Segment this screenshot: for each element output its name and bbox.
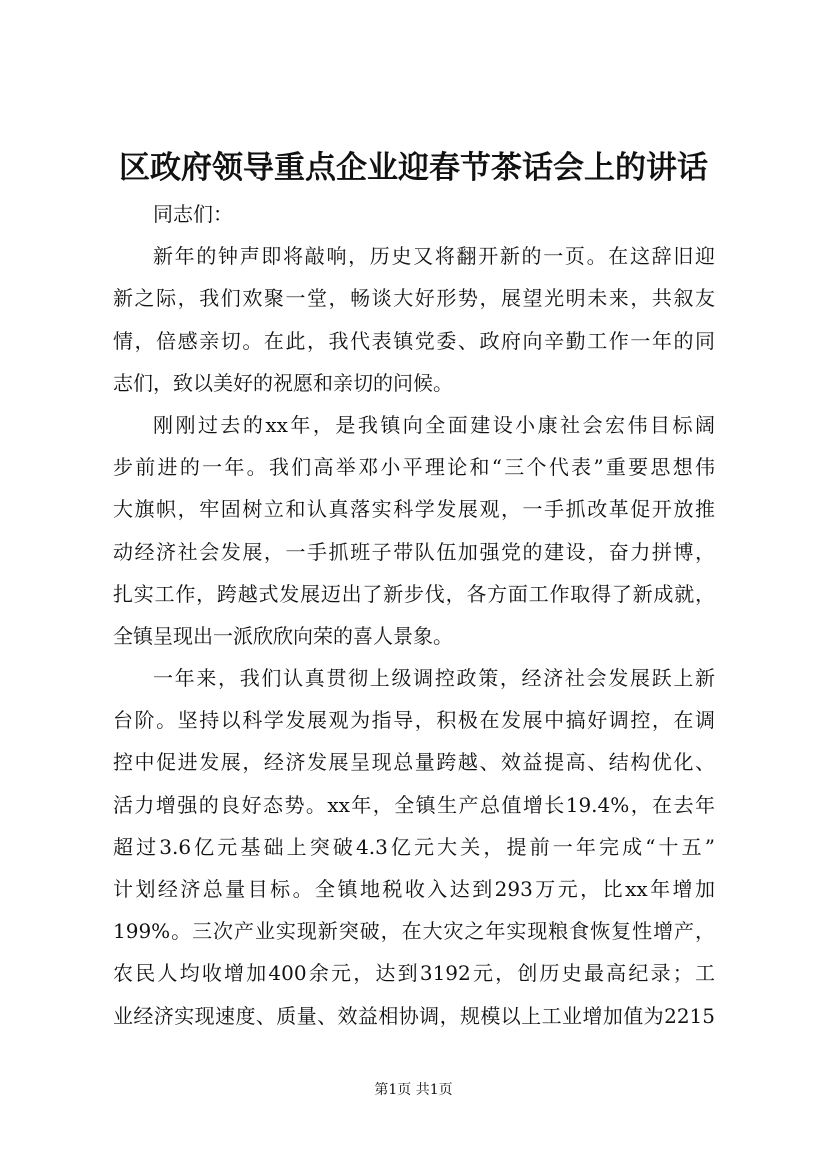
page-footer: 第1页 共1页	[374, 1082, 453, 1098]
body-line: 步前进的一年。我们高举邓小平理论和“三个代表”重要思想伟	[113, 455, 715, 480]
body-line: 新之际，我们欢聚一堂，畅谈大好形势，展望光明未来，共叙友	[113, 286, 715, 311]
body-line: 计划经济总量目标。全镇地税收入达到293万元，比xx年增加	[113, 877, 715, 901]
body-line: 扎实工作，跨越式发展迈出了新步伐，各方面工作取得了新成就，	[113, 581, 715, 606]
body-line: 一年来，我们认真贯彻上级调控政策，经济社会发展跃上新	[153, 666, 715, 691]
body-line: 台阶。坚持以科学发展观为指导，积极在发展中搞好调控，在调	[113, 708, 715, 733]
body-line: 活力增强的良好态势。xx年，全镇生产总值增长19.4%，在去年	[113, 792, 715, 817]
body-line: 控中促进发展，经济发展呈现总量跨越、效益提高、结构优化、	[113, 750, 715, 775]
body-line: 农民人均收增加400余元，达到3192元，创历史最高纪录；工	[113, 961, 715, 986]
body-line: 199%。三次产业实现新突破，在大灾之年实现粮食恢复性增产，	[113, 919, 715, 944]
document-title: 区政府领导重点企业迎春节茶话会上的讲话	[119, 150, 708, 186]
body-line: 大旗帜，牢固树立和认真落实科学发展观，一手抓改革促开放推	[113, 497, 715, 522]
body-line: 全镇呈现出一派欣欣向荣的喜人景象。	[113, 623, 453, 648]
body-line: 业经济实现速度、质量、效益相协调，规模以上工业增加值为2215	[113, 1003, 715, 1028]
body-line: 刚刚过去的xx年，是我镇向全面建设小康社会宏伟目标阔	[153, 412, 715, 437]
body-line: 情，倍感亲切。在此，我代表镇党委、政府向辛勤工作一年的同	[113, 328, 715, 353]
body-line: 新年的钟声即将敲响，历史又将翻开新的一页。在这辞旧迎	[153, 244, 715, 269]
body-line: 志们，致以美好的祝愿和亲切的问候。	[113, 370, 453, 395]
body-line: 超过3.6亿元基础上突破4.3亿元大关，提前一年完成“十五”	[113, 834, 715, 859]
document-body	[113, 193, 715, 1037]
body-line: 同志们：	[153, 202, 233, 226]
body-line: 动经济社会发展，一手抓班子带队伍加强党的建设，奋力拼博，	[113, 539, 715, 564]
